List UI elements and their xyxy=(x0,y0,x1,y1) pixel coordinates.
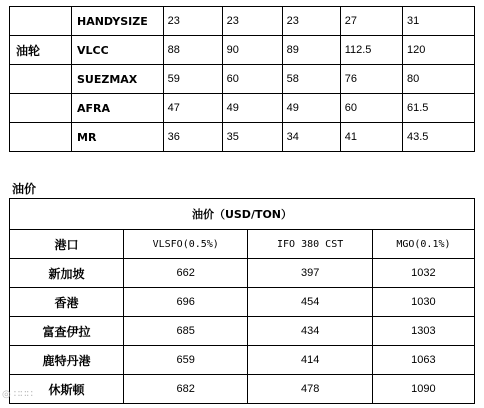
rate-cell: 61.5 xyxy=(403,94,475,123)
group-label-cell xyxy=(10,94,72,123)
group-label-cell xyxy=(10,7,72,36)
table-row xyxy=(10,375,475,404)
ifo-cell: 434 xyxy=(248,317,372,346)
mgo-cell: 1032 xyxy=(372,259,474,288)
rate-cell: 120 xyxy=(403,36,475,65)
ifo-cell: 397 xyxy=(248,259,372,288)
vessel-type-cell: SUEZMAX xyxy=(72,65,164,94)
table-row xyxy=(10,7,475,36)
vessel-type-cell: VLCC xyxy=(72,36,164,65)
rate-cell: 43.5 xyxy=(403,123,475,152)
rate-cell: 60 xyxy=(340,94,402,123)
column-header-vlsfo: VLSFO(0.5%) xyxy=(124,230,248,259)
column-header-mgo: MGO(0.1%) xyxy=(372,230,474,259)
table-header-row xyxy=(10,230,475,259)
ifo-cell: 414 xyxy=(248,346,372,375)
port-cell: 新加坡 xyxy=(10,259,124,288)
table-row xyxy=(10,123,475,152)
table-title-row xyxy=(10,199,475,230)
rate-cell: 41 xyxy=(340,123,402,152)
vlsfo-cell: 662 xyxy=(124,259,248,288)
group-label-cell xyxy=(10,123,72,152)
vessel-type-cell: AFRA xyxy=(72,94,164,123)
table-row xyxy=(10,317,475,346)
vlsfo-cell: 682 xyxy=(124,375,248,404)
table-row xyxy=(10,288,475,317)
rate-cell: 31 xyxy=(403,7,475,36)
rate-cell: 49 xyxy=(222,94,282,123)
port-cell: 香港 xyxy=(10,288,124,317)
rate-cell: 36 xyxy=(163,123,222,152)
rate-cell: 80 xyxy=(403,65,475,94)
rate-cell: 23 xyxy=(282,7,340,36)
rate-cell: 47 xyxy=(163,94,222,123)
rate-cell: 35 xyxy=(222,123,282,152)
vlsfo-cell: 659 xyxy=(124,346,248,375)
rate-cell: 59 xyxy=(163,65,222,94)
watermark-logo: ◎ ∷∷∷ xyxy=(2,389,33,400)
oil-price-table xyxy=(9,198,475,404)
mgo-cell: 1090 xyxy=(372,375,474,404)
table-row xyxy=(10,36,475,65)
vlsfo-cell: 696 xyxy=(124,288,248,317)
ifo-cell: 454 xyxy=(248,288,372,317)
tanker-rate-table xyxy=(9,6,475,152)
vessel-type-cell: HANDYSIZE xyxy=(72,7,164,36)
rate-cell: 23 xyxy=(163,7,222,36)
port-cell: 富查伊拉 xyxy=(10,317,124,346)
rate-cell: 23 xyxy=(222,7,282,36)
port-cell: 鹿特丹港 xyxy=(10,346,124,375)
oil-price-heading: 油价 xyxy=(12,182,37,196)
rate-cell: 76 xyxy=(340,65,402,94)
vlsfo-cell: 685 xyxy=(124,317,248,346)
mgo-cell: 1303 xyxy=(372,317,474,346)
group-label-cell xyxy=(10,65,72,94)
mgo-cell: 1063 xyxy=(372,346,474,375)
port-cell: 休斯顿 xyxy=(10,375,124,404)
column-header-ifo: IFO 380 CST xyxy=(248,230,372,259)
rate-cell: 89 xyxy=(282,36,340,65)
rate-cell: 90 xyxy=(222,36,282,65)
ifo-cell: 478 xyxy=(248,375,372,404)
table-row xyxy=(10,346,475,375)
rate-cell: 58 xyxy=(282,65,340,94)
table-row xyxy=(10,259,475,288)
group-label-cell: 油轮 xyxy=(10,36,72,65)
vessel-type-cell: MR xyxy=(72,123,164,152)
rate-cell: 112.5 xyxy=(340,36,402,65)
rate-cell: 60 xyxy=(222,65,282,94)
rate-cell: 88 xyxy=(163,36,222,65)
column-header-port: 港口 xyxy=(10,230,124,259)
rate-cell: 49 xyxy=(282,94,340,123)
table-row xyxy=(10,65,475,94)
rate-cell: 34 xyxy=(282,123,340,152)
mgo-cell: 1030 xyxy=(372,288,474,317)
rate-cell: 27 xyxy=(340,7,402,36)
table-title: 油价（USD/TON） xyxy=(10,199,475,230)
table-row xyxy=(10,94,475,123)
